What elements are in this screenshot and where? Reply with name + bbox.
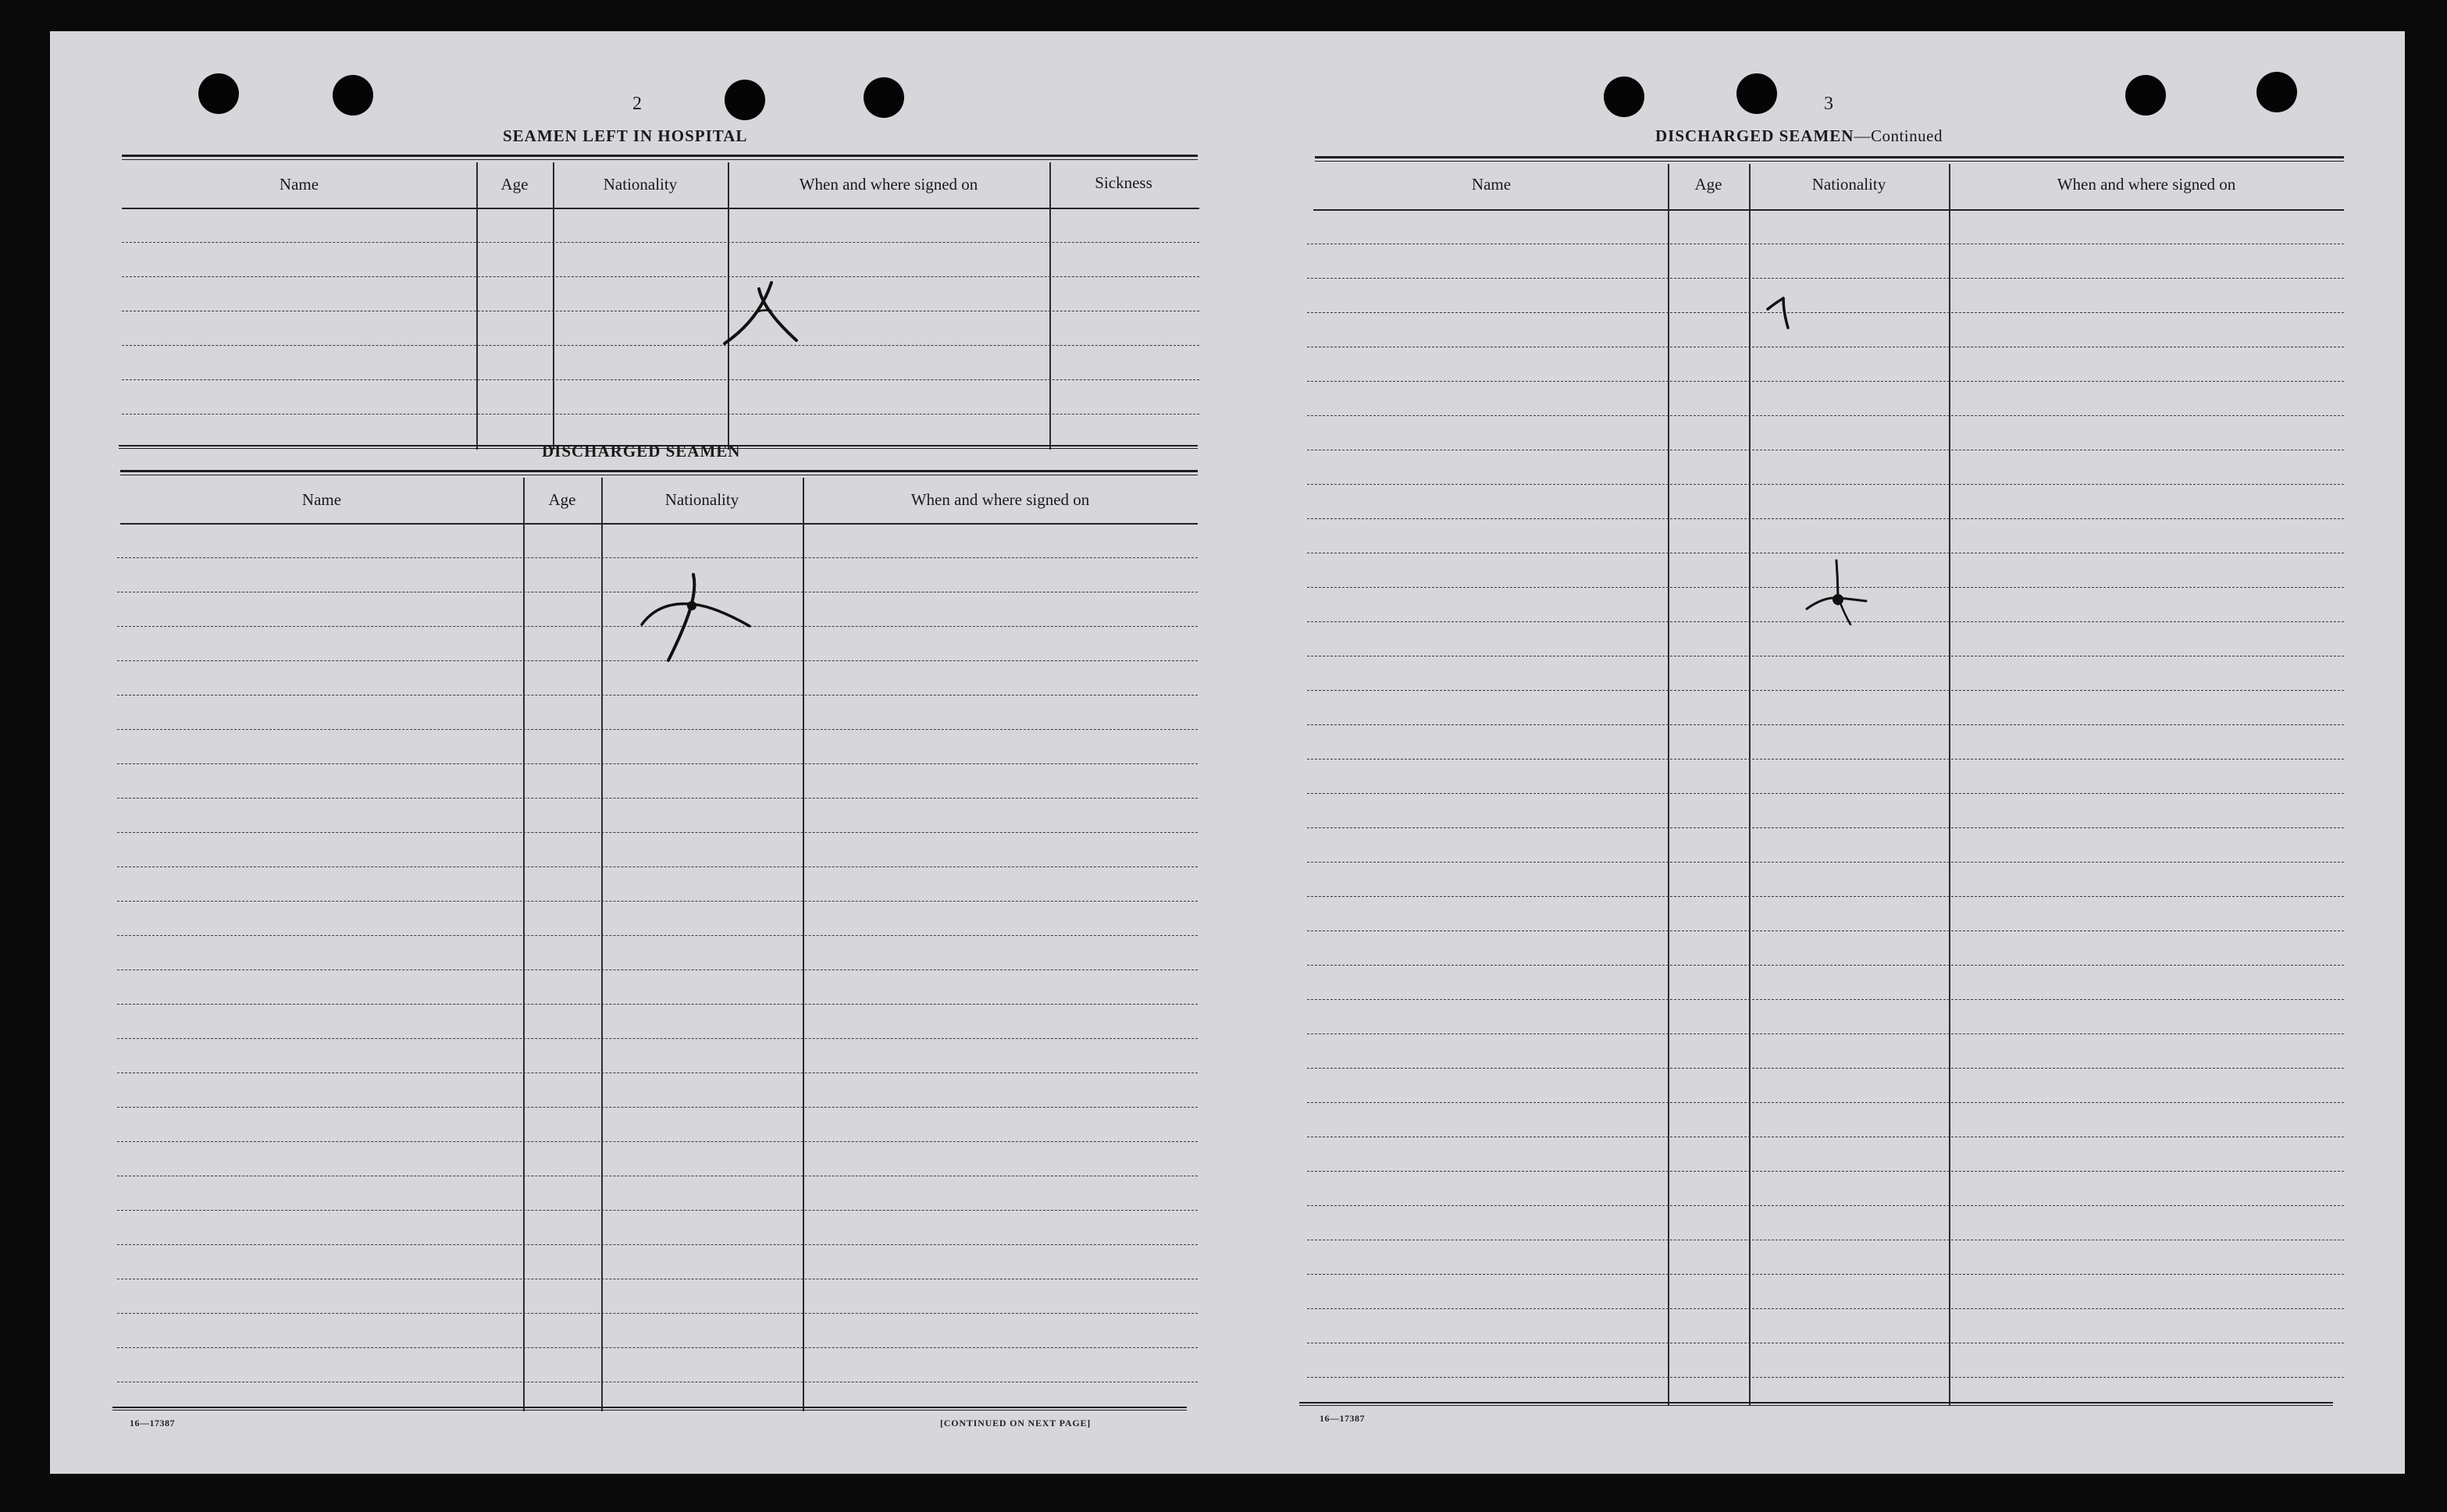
section-title-text: DISCHARGED SEAMEN — [1655, 126, 1854, 145]
column-header-sickness: Sickness — [1095, 173, 1152, 192]
page-number: 2 — [632, 94, 642, 114]
column-header-rule — [120, 523, 1198, 525]
table-row — [1307, 965, 2344, 966]
table-row — [122, 242, 1199, 243]
table-row — [117, 935, 1198, 936]
table-row — [1307, 930, 2344, 931]
handwritten-tick-mark — [1752, 281, 1815, 343]
table-row — [1307, 999, 2344, 1000]
table-row — [1307, 759, 2344, 760]
table-row — [1307, 896, 2344, 897]
table-row — [117, 866, 1198, 867]
column-divider — [1749, 164, 1751, 1405]
column-divider — [803, 478, 804, 1411]
column-header-rule — [122, 208, 1199, 209]
table-row — [117, 832, 1198, 833]
handwritten-star-mark — [1791, 539, 1885, 648]
table-row — [1307, 312, 2344, 313]
table-row — [117, 969, 1198, 970]
column-divider — [523, 478, 525, 1411]
table-row — [117, 901, 1198, 902]
table-row — [117, 1347, 1198, 1348]
header-rule — [122, 155, 1198, 160]
table-row — [117, 1210, 1198, 1211]
table-bottom-rule — [112, 1407, 1187, 1411]
table-row — [1307, 1033, 2344, 1034]
column-header-name: Name — [279, 175, 319, 194]
table-row — [1307, 793, 2344, 794]
section-title-hospital: SEAMEN LEFT IN HOSPITAL — [503, 126, 748, 145]
header-rule — [120, 470, 1198, 475]
column-divider — [1668, 164, 1669, 1405]
section-title-discharged: DISCHARGED SEAMEN — [542, 442, 741, 461]
column-header-signed-on: When and where signed on — [799, 175, 978, 194]
column-header-name: Name — [1471, 175, 1512, 194]
column-header-nationality: Nationality — [603, 175, 678, 194]
table-row — [117, 798, 1198, 799]
table-row — [1307, 1102, 2344, 1103]
table-row — [1307, 827, 2344, 828]
column-divider — [1949, 164, 1950, 1405]
table-row — [117, 1107, 1198, 1108]
table-row — [1307, 1205, 2344, 1206]
table-row — [117, 729, 1198, 730]
table-row — [1307, 1308, 2344, 1309]
ledger-sheet — [50, 31, 2405, 1474]
table-row — [1307, 1274, 2344, 1275]
table-row — [117, 695, 1198, 696]
continued-note: [CONTINUED ON NEXT PAGE] — [940, 1418, 1092, 1428]
section-title-discharged-continued — [1655, 126, 1943, 146]
column-header-age: Age — [500, 175, 529, 194]
column-header-age: Age — [548, 490, 576, 509]
table-row — [1307, 484, 2344, 485]
page-number: 3 — [1824, 94, 1833, 114]
table-row — [1307, 862, 2344, 863]
table-row — [1307, 518, 2344, 519]
table-row — [122, 379, 1199, 380]
column-divider — [476, 162, 478, 450]
table-row — [117, 1244, 1198, 1245]
table-row — [1307, 415, 2344, 416]
handwritten-x-mark — [681, 265, 829, 390]
table-row — [1307, 1171, 2344, 1172]
left-page — [50, 31, 1221, 1474]
table-row — [1307, 690, 2344, 691]
right-page — [1221, 31, 2405, 1474]
column-header-signed-on: When and where signed on — [910, 490, 1090, 509]
column-header-age: Age — [1694, 175, 1722, 194]
column-header-nationality: Nationality — [1811, 175, 1886, 194]
table-row — [1307, 1377, 2344, 1378]
table-row — [117, 1004, 1198, 1005]
header-rule — [1315, 156, 2344, 162]
table-row — [1307, 278, 2344, 279]
section-title-suffix: —Continued — [1854, 126, 1943, 145]
column-header-name: Name — [301, 490, 342, 509]
handwritten-x-mark — [597, 539, 784, 671]
table-bottom-rule — [1299, 1402, 2333, 1406]
table-row — [117, 1038, 1198, 1039]
table-row — [1307, 381, 2344, 382]
table-row — [117, 1313, 1198, 1314]
table-row — [1307, 1068, 2344, 1069]
form-code: 16—17387 — [1320, 1413, 1365, 1424]
column-header-signed-on: When and where signed on — [2057, 175, 2236, 194]
column-divider — [1049, 162, 1051, 450]
table-row — [117, 1141, 1198, 1142]
column-divider — [553, 162, 554, 450]
table-row — [117, 763, 1198, 764]
form-code: 16—17387 — [130, 1418, 175, 1428]
table-row — [1307, 724, 2344, 725]
table-row — [122, 276, 1199, 277]
column-header-rule — [1313, 209, 2344, 211]
column-header-nationality: Nationality — [664, 490, 739, 509]
table-row — [122, 345, 1199, 346]
